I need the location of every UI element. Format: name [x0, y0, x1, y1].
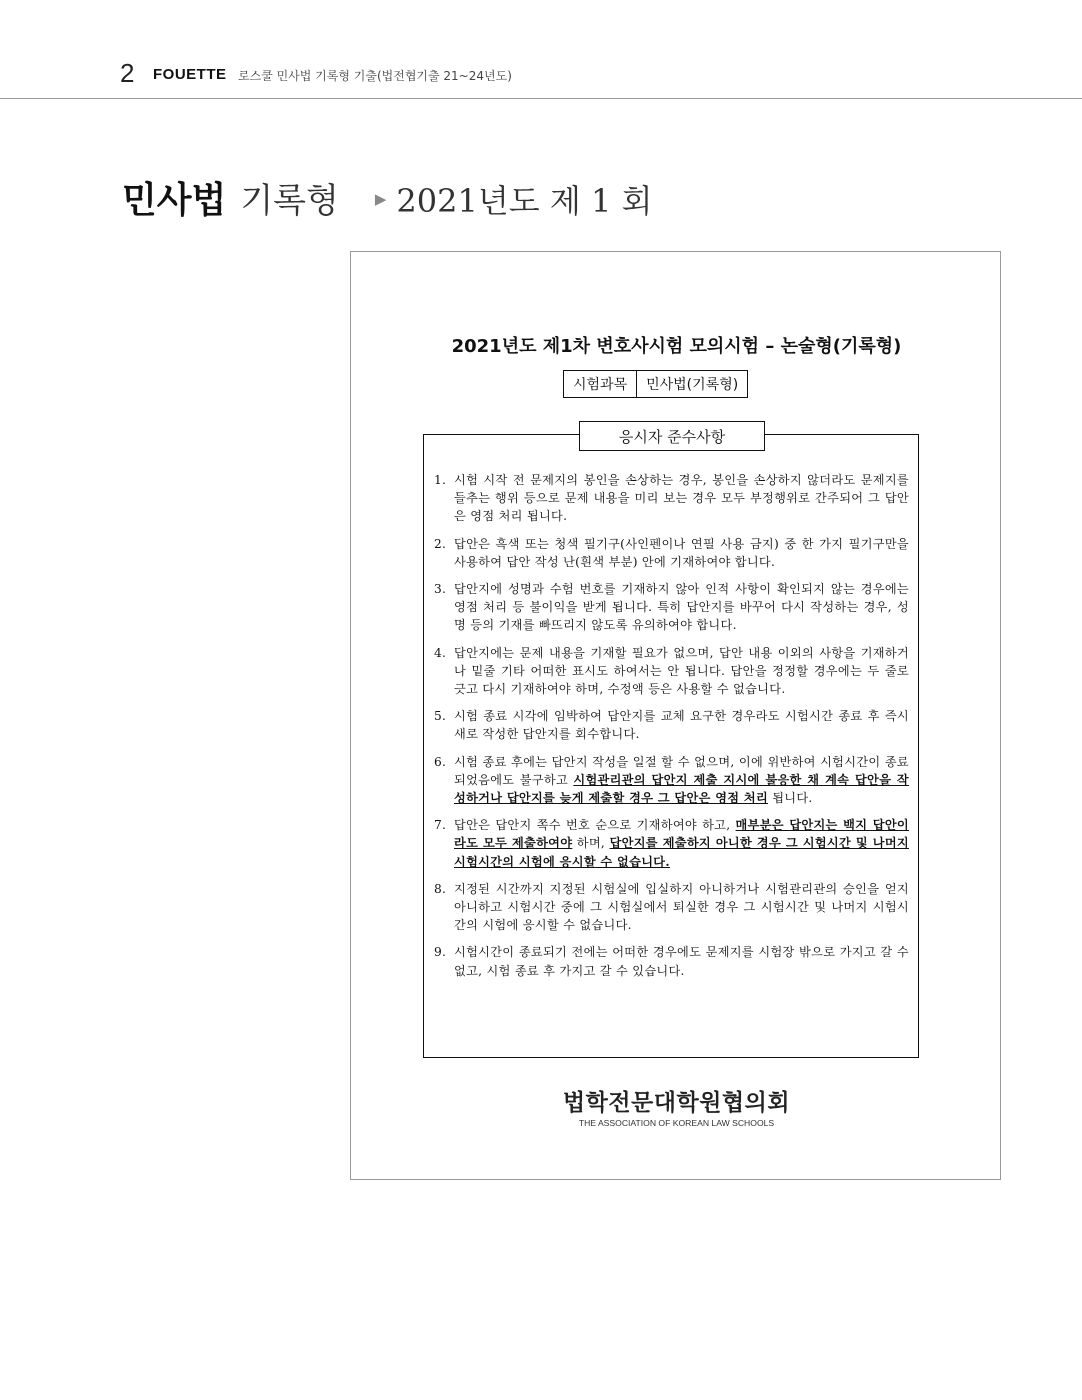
underlined-text: 시험관리관의 답안지 제출 지시에 불응한 채 계속 답안을 작성하거나 답안지를 늦게 제출할 경우 그 답안은 영점 처리 — [454, 772, 909, 806]
subject-table — [563, 370, 748, 398]
rule-item: 9. 시험시간이 종료되기 전에는 어떠한 경우에도 문제지를 시험장 밖으로 가지고 갈 수 없고, 시험 종료 후 가지고 갈 수 있습니다. — [434, 945, 909, 978]
underlined-text: 매부분은 답안지는 백지 답안이라도 모두 제출하여야 — [454, 818, 909, 851]
exam-session: 2021년도 제 1 회 — [396, 182, 653, 220]
rule-item: 2. 답안은 흑색 또는 청색 필기구(사인펜이나 연필 사용 금지) 중 한 가지 필기구만을 사용하여 답안 작성 난(흰색 부분) 안에 기재하여야 합니다. — [434, 536, 909, 569]
rule-item: 4. 답안지에는 문제 내용을 기재할 필요가 없으며, 답안 내용 이외의 사항을 기재하거나 밑줄 기타 어떠한 표시도 하여서는 안 됩니다. 답안을 정정할 경우에는 두 줄로 긋고 다시 기재하여야 하며, 수정액 등은 사용할 수 없습니다. — [434, 645, 909, 697]
subject-label: 시험과목 — [564, 371, 637, 398]
notice-title: 응시자 준수사항 — [579, 421, 765, 451]
notice-box — [423, 428, 919, 1058]
brand-name: FOUETTE — [153, 66, 227, 83]
header-subtitle: 로스쿨 민사법 기록형 기출(법전협기출 21~24년도) — [238, 69, 512, 83]
organization-name: 법학전문대학원협의회 — [562, 1090, 791, 1116]
rule-item: 3. 답안지에 성명과 수험 번호를 기재하지 않아 인적 사항이 확인되지 않는 경우에는 영점 처리 등 불이익을 받게 됩니다. 특히 답안지를 바꾸어 다시 작성하는 경우, 성명 등의 기재를 빠뜨리지 않도록 유의하여야 합니다. — [434, 582, 909, 633]
rule-item: 8. 지정된 시간까지 지정된 시험실에 입실하지 아니하거나 시험관리관의 승인을 얻지 아니하고 시험시간 중에 그 시험실에서 퇴실한 경우 그 시험시간 및 나머지 시험시간의 시험에 응시할 수 없습니다. — [434, 881, 909, 933]
subject-value: 민사법(기록형) — [637, 371, 748, 398]
rule-item: 5. 시험 종료 시각에 임박하여 답안지를 교체 요구한 경우라도 시험시간 종료 후 즉시 새로 작성한 답안지를 회수합니다. — [434, 709, 909, 742]
rule-item: 7. 답안은 답안지 쪽수 번호 순으로 기재하여야 하고, 매부분은 답안지는 백지 답안이라도 모두 제출하여야 하며, 답안지를 제출하지 아니한 경우 그 시험시간 및 나머지 시험시간의 시험에 응시할 수 없습니다. — [434, 818, 909, 869]
page-header — [0, 0, 1082, 99]
rule-item: 6. 시험 종료 후에는 답안지 작성을 일절 할 수 없으며, 이에 위반하여 시험시간이 종료되었음에도 불구하고 시험관리관의 답안지 제출 지시에 불응한 채 계속 답안을 작성하거나 답안지를 늦게 제출할 경우 그 답안은 영점 처리 됩니다. — [434, 754, 909, 806]
exam-cover-frame — [350, 251, 1001, 1180]
title-sub: 기록형 — [240, 181, 339, 221]
rules-list — [434, 471, 909, 989]
arrow-icon: ▶ — [374, 190, 387, 208]
underlined-text: 답안지를 제출하지 아니한 경우 그 시험시간 및 나머지 시험시간의 시험에 응시할 수 없습니다. — [454, 836, 909, 869]
page-title — [122, 172, 652, 223]
organization-name-english: THE ASSOCIATION OF KOREAN LAW SCHOOLS — [578, 1118, 775, 1128]
page-number: 2 — [120, 58, 135, 88]
rule-item: 1. 시험 시작 전 문제지의 봉인을 손상하는 경우, 봉인을 손상하지 않더라도 문제지를 들추는 행위 등으로 문제 내용을 미리 보는 경우 모두 부정행위로 간주되어 그 답안은 영점 처리 됩니다. — [434, 473, 909, 524]
exam-title: 2021년도 제1차 변호사시험 모의시험 – 논술형(기록형) — [451, 336, 902, 357]
title-main: 민사법 — [122, 180, 227, 221]
